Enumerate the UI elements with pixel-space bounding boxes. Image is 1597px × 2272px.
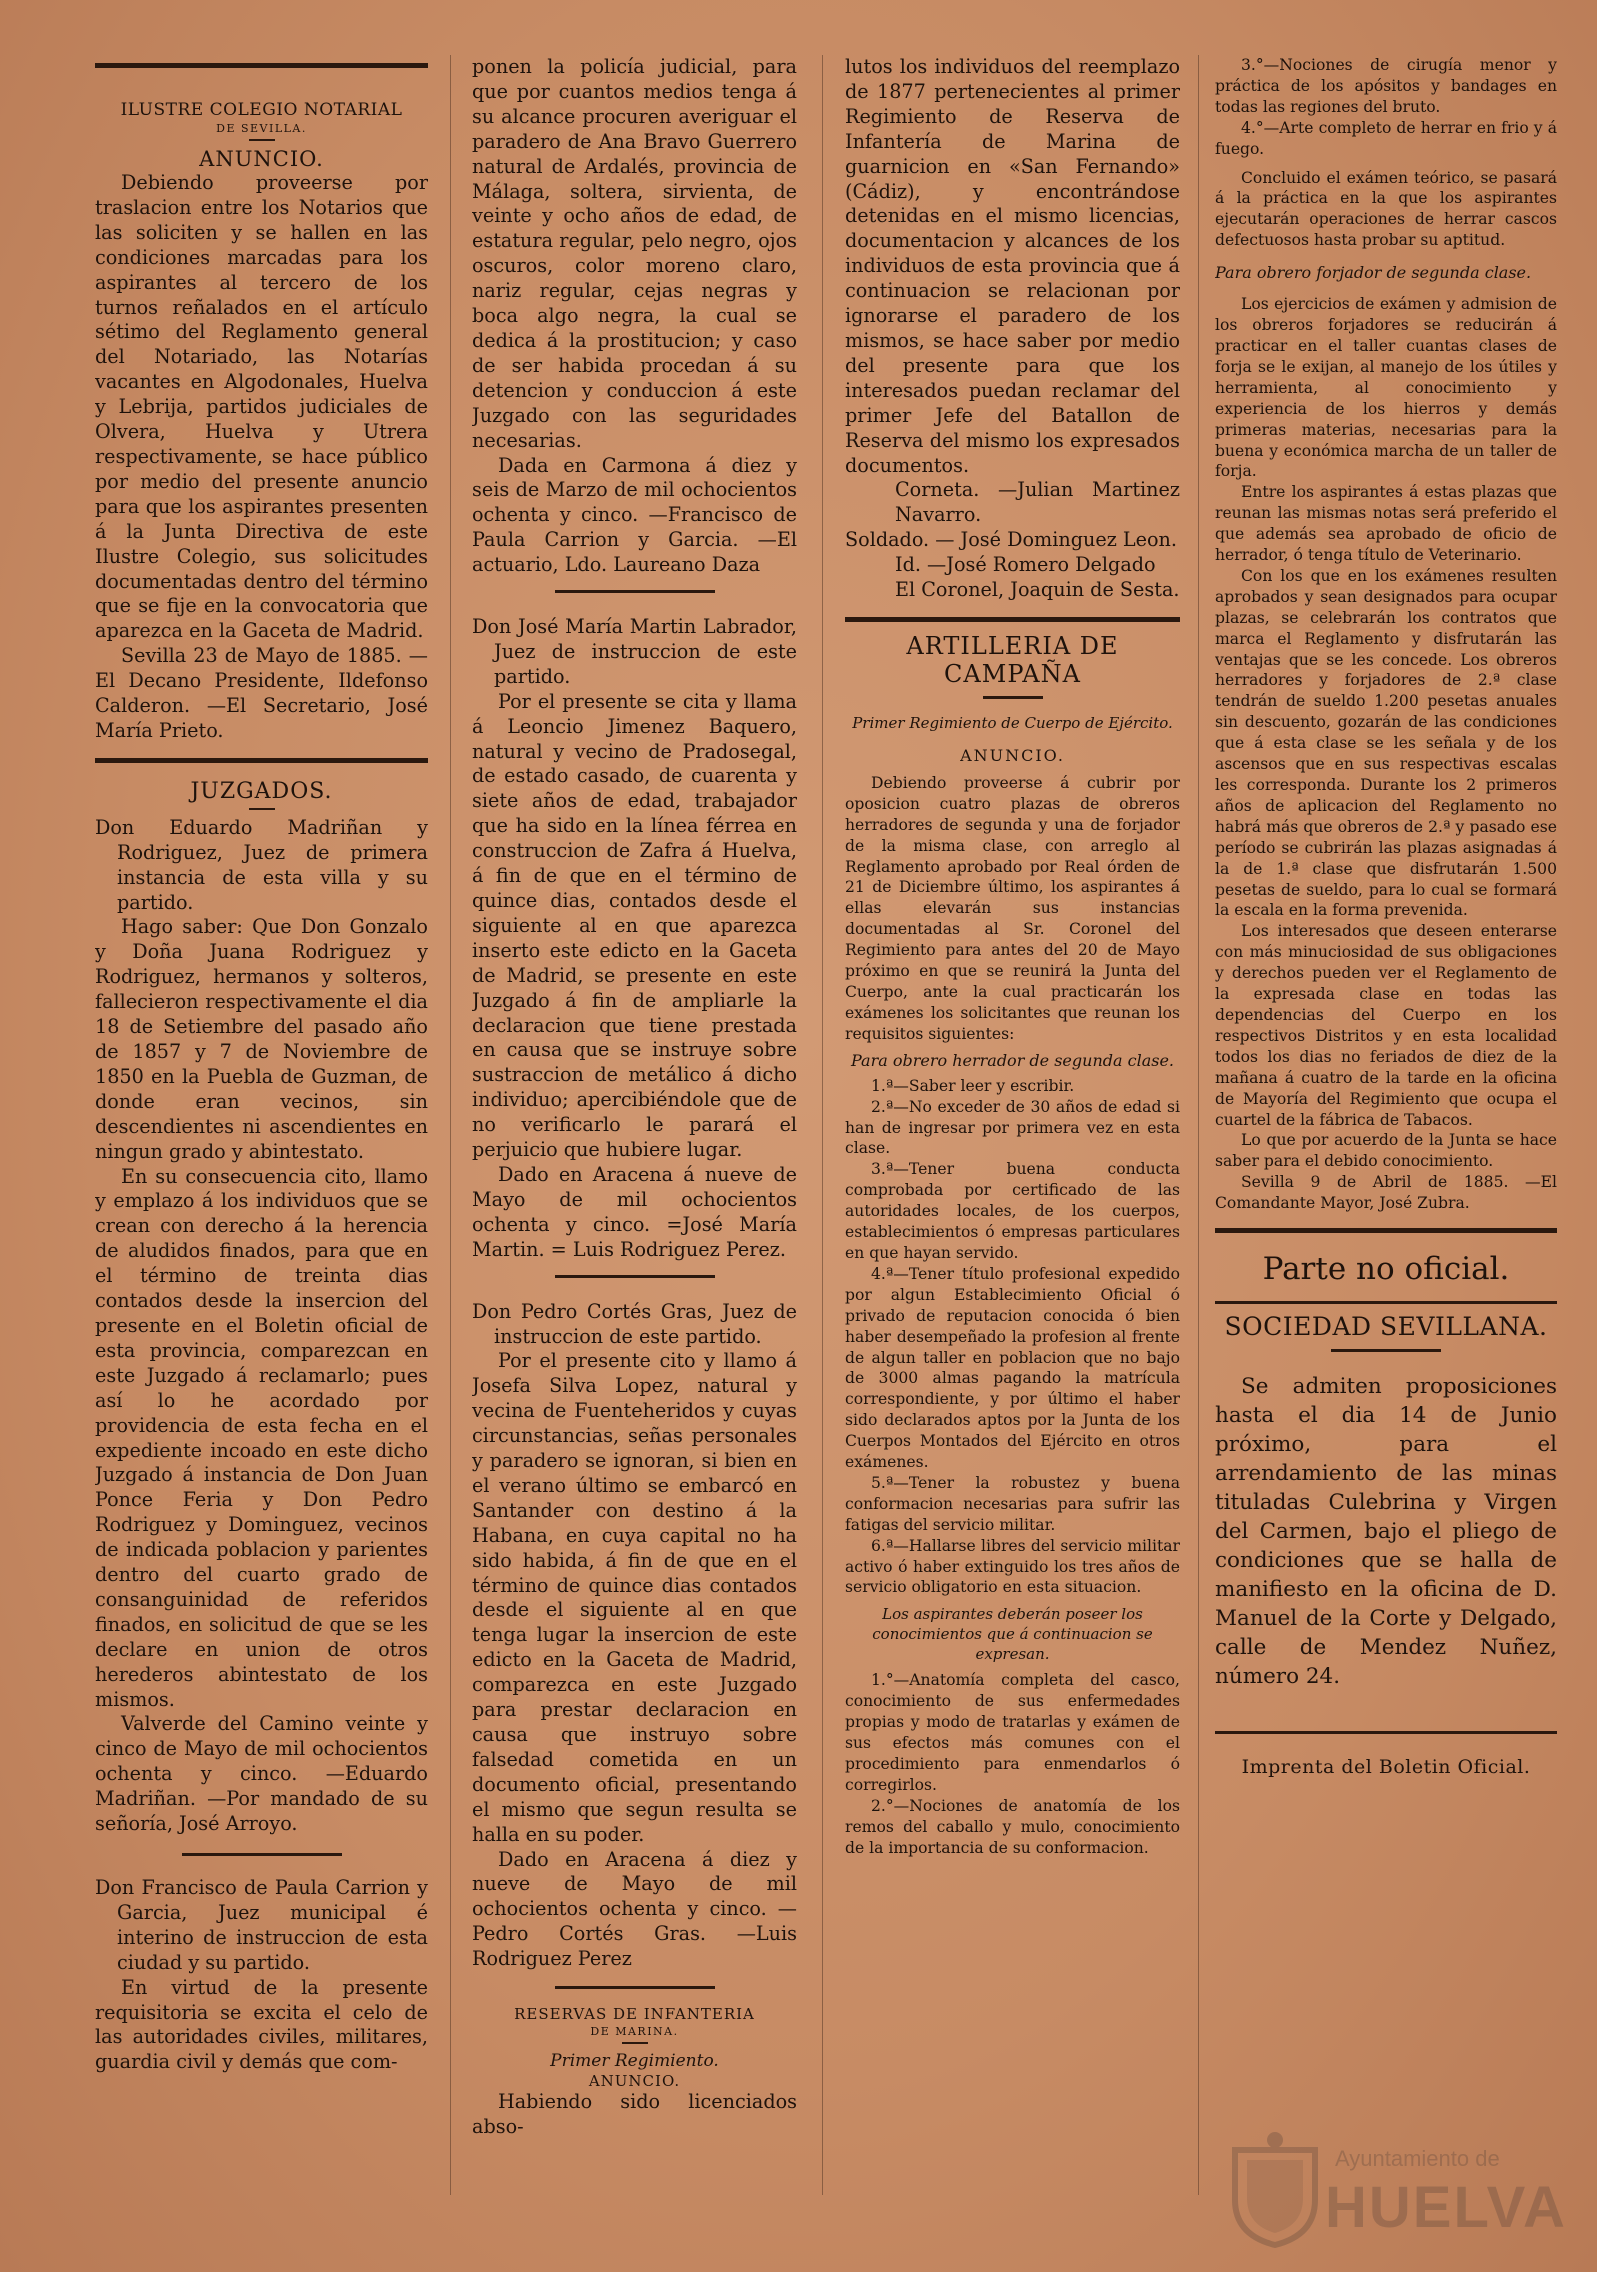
reservas-anuncio-heading: ANUNCIO.	[588, 2072, 681, 2091]
knowledge-item: 4.°—Arte completo de herrar en frio y á fuego.	[1215, 118, 1557, 158]
reservas-list-item: Id. —José Romero Delgado	[895, 553, 1156, 577]
watermark-line2: HUELVA	[1325, 2175, 1567, 2240]
divider	[249, 808, 275, 810]
juzgados-heading: JUZGADOS.	[190, 778, 333, 804]
artilleria-body	[845, 773, 1180, 1859]
section-rule	[555, 590, 715, 593]
edict-2-paragraph: En virtud de la presente requisitoria se excita el celo de las autoridades civiles, militares, guardia civil y demás que com-	[95, 1975, 428, 2074]
section-rule	[95, 758, 428, 763]
crest-icon	[1225, 2130, 1325, 2248]
column-4	[1215, 55, 1557, 2245]
watermark	[1225, 2130, 1565, 2250]
section-rule	[845, 617, 1180, 622]
herrador-subheading: Para obrero herrador de segunda clase.	[850, 1050, 1174, 1070]
divider	[983, 696, 1043, 699]
conocimientos-subheading: Los aspirantes deberán poseer los conocimientos que á continuacion se expresan.	[872, 1605, 1153, 1664]
reservas-continuation: lutos los individuos del reemplazo de 1877 pertenecientes al primer Regimiento de Reserva de Infantería de Marina de guarnicion en «San Fernando» (Cádiz), y encontrándose detenidas en el mismo licencias, documentacion y alcances de los individuos de esta provincia que á continuacion se relacionan por ignorarse el paradero de los mismos, se hace saber por medio del presente para que los interesados puedan reclamar del primer Jefe del Batallon de Reserva del mismo los expresados documentos.	[845, 55, 1180, 477]
edict-3-signature: Dado en Aracena á nueve de Mayo de mil ochocientos ochenta y cinco. =José María Martin. = Luis Rodriguez Perez.	[472, 1162, 797, 1261]
section-rule	[1215, 1731, 1557, 1734]
edict-2-continuation: ponen la policía judicial, para que por cuantos medios tenga á su alcance procuren averiguar el paradero de Ana Bravo Guerrero natural de Ardalés, provincia de Málaga, soltera, sirvienta, de veinte y ocho años de edad, de estatura regular, pelo negro, ojos oscuros, color moreno claro, nariz regular, cejas negras y boca algo negra, la cual se dedica á la prostitucion; y caso de ser habida procedan á su detencion y conduccion á este Juzgado con las seguridades necesarias.	[472, 55, 797, 452]
knowledge-item: 3.°—Nociones de cirugía menor y práctica de los apósitos y bandages en todas las regiones del bruto.	[1215, 56, 1557, 116]
requirement-item: 4.ª—Tener título profesional expedido por algun Establecimiento Oficial ó privado de reputacion conocida ó bien haber desempeñado la profesion al frente de algun taller en poblacion que no bajo de 3000 almas pagando la matrícula correspondiente, y por último el haber sido declarados aptos por la Junta de los Cuerpos Montados del Ejército en otros exámenes.	[845, 1264, 1180, 1472]
requirement-item: 6.ª—Hallarse libres del servicio militar activo ó haber extinguido los tres años de servicio obligatorio en esta situacion.	[845, 1536, 1180, 1597]
section-rule	[555, 1986, 715, 1989]
forjador-paragraph: Los ejercicios de exámen y admision de los obreros forjadores se reducirán á practicar en el taller cuantas clases de forja se le exijan, al manejo de los útiles y herramienta, al conocimiento y experiencia de los hierros y demás primeras materias, necesarias para la buena y económica marcha de un taller de forja.	[1215, 295, 1557, 481]
knowledge-item: 1.°—Anatomía completa del casco, conocimiento de sus enfermedades propias y modo de tratarlas y exámen de sus efectos más comunes con el procedimiento para enmendarlos ó corregirlos.	[845, 1671, 1180, 1794]
section-rule	[182, 1853, 342, 1856]
column-divider	[450, 55, 451, 2195]
artilleria-heading: ARTILLERIA DE CAMPAÑA	[906, 631, 1119, 688]
artilleria-anuncio-heading: ANUNCIO.	[960, 745, 1065, 765]
reservas-list-item: Corneta. —Julian Martinez Navarro.	[895, 478, 1180, 527]
edict-2-heading: Don Francisco de Paula Carrion y Garcia, Juez municipal é interino de instruccion de esta ciudad y su partido.	[95, 1876, 428, 1974]
column-divider	[1198, 55, 1199, 2195]
artilleria-paragraph: Debiendo proveerse á cubrir por oposicion cuatro plazas de obreros herradores de segunda y una de forjador de la misma clase, con arreglo al Reglamento aprobado por Real órden de 21 de Diciembre último, los aspirantes á ellas elevarán sus instancias documentadas al Sr. Coronel del Regimiento para antes del 20 de Mayo próximo en que se reunirá la Junta del Cuerpo, ante la cual practicarán los exámenes los solicitantes que reunan los requisitos siguientes:	[845, 773, 1180, 1043]
notarial-anuncio-heading: ANUNCIO.	[199, 147, 324, 171]
reservas-signature: El Coronel, Joaquin de Sesta.	[895, 578, 1180, 602]
reservas-paragraph: Habiendo sido licenciados abso-	[472, 2090, 797, 2138]
edict-2-signature: Dada en Carmona á diez y seis de Marzo de mil ochocientos ochenta y cinco. —Francisco de Paula Carrion y Garcia. —El actuario, Ldo. Laureano Daza	[472, 453, 797, 577]
divider	[1331, 1349, 1441, 1352]
requirement-item: 5.ª—Tener la robustez y buena conformacion necesarias para sufrir las fatigas del servicio militar.	[845, 1473, 1180, 1534]
section-rule	[1215, 1228, 1557, 1233]
divider	[249, 139, 275, 141]
practica-paragraph: Concluido el exámen teórico, se pasará á la práctica en la que los aspirantes ejecutarán operaciones de herrar cascos defectuosos hasta probar su aptitud.	[1215, 168, 1557, 250]
watermark-line1: Ayuntamiento de	[1335, 2146, 1500, 2171]
reservas-list-item: Soldado. — José Dominguez Leon.	[845, 528, 1178, 552]
requirement-item: 2.ª—No exceder de 30 años de edad si han de ingresar por primera vez en esta clase.	[845, 1097, 1180, 1158]
edict-1-paragraph: Hago saber: Que Don Gonzalo y Doña Juana Rodriguez y Rodriguez, hermanos y solteros, fallecieron respectivamente el dia 18 de Setiembre del pasado año de 1857 y 7 de Noviembre de 1850 en la Puebla de Guzman, de donde eran vecinos, sin descendientes ni ascendientes en ningun grado y abintestato.	[95, 915, 428, 1163]
edict-4-paragraph: Por el presente cito y llamo á Josefa Silva Lopez, natural y vecina de Fuenteheridos y cuyas circunstancias, señas personales y paradero se ignoran, si bien en el verano último se embarcó en Santander con destino á la Habana, en cuya capital no ha sido habida, á fin de que en el término de quince dias contados desde el siguiente al en que tenga lugar la insercion de este edicto en la Gaceta de Madrid, comparezca en este Juzgado para prestar declaracion en causa que instruyo sobre falsedad cometida en un documento oficial, presentando el mismo que segun resulta se halla en su poder.	[472, 1349, 797, 1846]
edict-1-paragraph: En su consecuencia cito, llamo y emplazo á los individuos que se crean con derecho á la herencia de aludidos finados, para que en el término de treinta dias contados desde la insercion del presente en el Boletin oficial de esta provincia, comparezcan en este Juzgado á reclamarlo; pues así lo he acordado por providencia de esta fecha en el expediente incoado en este dicho Juzgado á instancia de Don Juan Ponce Feria y Don Pedro Rodriguez y Dominguez, vecinos de indicada poblacion y parientes dentro del cuarto grado de consanguinidad de referidos finados, en solicitud de que se les declare en union de otros herederos abintestato de los mismos.	[95, 1164, 428, 1711]
column-1	[95, 55, 428, 2245]
column-3	[845, 55, 1180, 2245]
notarial-signature: Sevilla 23 de Mayo de 1885. —El Decano Presidente, Ildefonso Calderon. —El Secretario, José María Prieto.	[95, 644, 428, 742]
notarial-body: Debiendo proveerse por traslacion entre los Notarios que las soliciten y se hallen en las condiciones marcadas para los aspirantes al tercero de los turnos reñalados en el artículo sétimo del Reglamento general del Notariado, las Notarías vacantes en Algodonales, Huelva y Lebrija, partidos judiciales de Olvera, Huelva y Utrera respectivamente, se hace público por medio del presente anuncio para que los aspirantes presenten á la Junta Directiva de este Ilustre Colegio, sus solicitudes documentadas dentro del término que se fije en la convocatoria que aparezca en la Gaceta de Madrid.	[95, 171, 428, 643]
forjador-paragraph: Lo que por acuerdo de la Junta se hace saber para el debido conocimiento.	[1215, 1131, 1557, 1171]
regimiento-heading: Primer Regimiento.	[550, 2051, 719, 2072]
sociedad-body: Se admiten proposiciones hasta el dia 14 de Junio próximo, para el arrendamiento de las minas tituladas Culebrina y Virgen del Carmen, bajo el pliego de condiciones que se halla de manifiesto en la oficina de D. Manuel de la Corte y Delgado, calle de Mendez Nuñez, número 24.	[1215, 1374, 1557, 1690]
forjador-paragraph: Con los que en los exámenes resulten aprobados y sean designados para ocupar plazas, se celebrarán los contratos que marca el Reglamento y disfrutarán las ventajas que se les concede. Los obreros herradores y forjadores de 2.ª clase tendrán de sueldo 1.200 pesetas anuales sin descuento, gozarán de las condiciones que á esta clase se les señala y de los ascensos que en sus respectivas escalas les corresponda. Durante los 2 primeros años de aplicacion del Reglamento no habrá más que obreros de 2.ª y pasado ese período se cubrirán las plazas asignadas á la de 1.ª clase que disfrutarán 1.500 pesetas de sueldo, para lo cual se formará la escala en la forma prevenida.	[1215, 566, 1557, 920]
forjador-paragraph: Los interesados que deseen enterarse con más minuciosidad de sus obligaciones y derechos pueden ver el Reglamento de la expresada clase en todas las dependencias del Cuerpo en los respectivos Distritos y en esta localidad todos los dias no feriados de diez de la mañana á cuatro de la tarde en la oficina de Mayoría del Regimiento que ocupa el cuartel de la fábrica de Tabacos.	[1215, 922, 1557, 1129]
edict-3-heading: Don José María Martin Labrador, Juez de instruccion de este partido.	[472, 615, 797, 688]
divider	[622, 2042, 648, 2044]
top-rule	[95, 63, 428, 68]
notarial-subtitle: DE SEVILLA.	[216, 122, 307, 135]
imprenta-footer: Imprenta del Boletin Oficial.	[1241, 1756, 1531, 1779]
notarial-title: ILUSTRE COLEGIO NOTARIAL	[120, 100, 403, 120]
forjador-paragraph: Entre los aspirantes á estas plazas que reunan las mismas notas será preferido el que además sea aprobado de oficio de herrador, ó tenga título de Veterinario.	[1215, 483, 1557, 565]
edict-3-paragraph: Por el presente se cita y llama á Leoncio Jimenez Baquero, natural y vecino de Pradosegal, de estado casado, de cuarenta y siete años de edad, trabajador que ha sido en la línea férrea en construccion de Zafra á Huelva, á fin de que en el término de quince dias, contados desde el siguiente al en que aparezca inserto este edicto en la Gaceta de Madrid, se presente en este Juzgado á fin de ampliarle la declaracion que tiene prestada en causa que se instruye sobre sustraccion de metálico á dicho individuo; apercibiéndole que de no verificarlo le parará el perjuicio que hubiere lugar.	[472, 689, 797, 1162]
forjador-subheading: Para obrero forjador de segunda clase.	[1215, 263, 1532, 283]
edict-4-heading: Don Pedro Cortés Gras, Juez de instruccion de este partido.	[472, 1299, 797, 1348]
artilleria-continuation	[1215, 55, 1557, 1214]
edict-1-signature: Valverde del Camino veinte y cinco de Mayo de mil ochocientos ochenta y cinco. —Eduardo Madriñan. —Por mandado de su señoría, José Arroyo.	[95, 1712, 428, 1836]
section-rule	[1215, 1301, 1557, 1304]
edict-4-signature: Dado en Aracena á diez y nueve de Mayo de mil ochocientos ochenta y cinco. —Pedro Cortés Gras. —Luis Rodriguez Perez	[472, 1847, 797, 1971]
sociedad-heading: SOCIEDAD SEVILLANA.	[1224, 1312, 1548, 1342]
column-divider	[822, 55, 823, 2195]
reservas-subtitle: DE MARINA.	[590, 2025, 679, 2039]
section-rule	[555, 1275, 715, 1278]
knowledge-item: 2.°—Nociones de anatomía de los remos del caballo y mulo, conocimiento de la importancia de su conformacion.	[845, 1796, 1180, 1857]
requirement-item: 3.ª—Tener buena conducta comprobada por certificado de las autoridades locales, de los cuerpos, establecimientos ó empresas particulares en que hayan servido.	[845, 1160, 1180, 1262]
requirement-item: 1.ª—Saber leer y escribir.	[871, 1076, 1075, 1095]
artilleria-signature: Sevilla 9 de Abril de 1885. —El Comandante Mayor, José Zubra.	[1215, 1173, 1557, 1213]
edict-1-heading: Don Eduardo Madriñan y Rodriguez, Juez de primera instancia de esta villa y su partido.	[95, 815, 428, 914]
reservas-heading: RESERVAS DE INFANTERIA	[514, 2005, 755, 2024]
parte-no-oficial-heading: Parte no oficial.	[1262, 1251, 1510, 1288]
artilleria-subheading: Primer Regimiento de Cuerpo de Ejército.	[852, 713, 1173, 732]
column-2	[472, 55, 797, 2245]
sociedad-body-wrap	[1215, 1372, 1557, 1691]
